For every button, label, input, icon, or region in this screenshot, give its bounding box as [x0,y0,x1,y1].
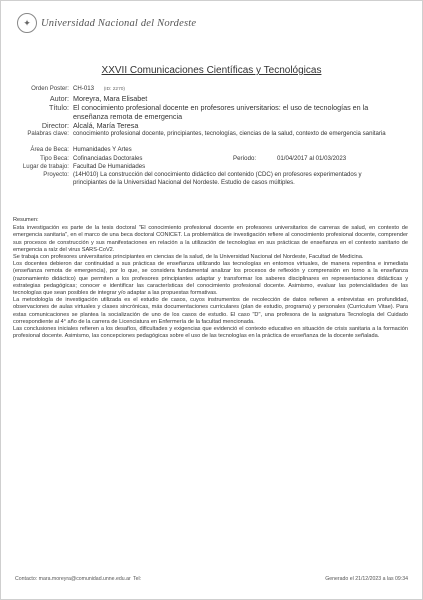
lugar-value: Facultad De Humanidades [73,162,146,170]
titulo-line-1: El conocimiento profesional docente en profesores universitarios: el uso de tecnologías en la [73,103,369,113]
proyecto-line-2: principiantes de la Universidad Nacional del Nordeste. Estudio de casos múltiples. [73,179,295,187]
meta-row-palabras [13,130,408,138]
metadata-block [13,85,408,187]
contact-tel: Tel: [133,576,142,582]
meta-row-lugar [13,163,408,171]
director-value: Alcalá, María Teresa [73,121,139,131]
resumen-section [13,217,408,340]
meta-row-tipo [13,155,408,163]
contact-email: Contacto: mara.moreyra@comunidad.unne.edu.ar [15,576,131,582]
university-seal-icon: ✦ [17,13,37,33]
orden-poster-value: CH-013 [73,85,94,92]
resumen-paragraph: Los docentes debieron dar continuidad a sus prácticas de enseñanza utilizando las tecnologías en entornos virtuales, de manera repentina e inmediata (enseñanza remota de emergencia), por lo que, se considera fundamental analizar los procesos de reflexión y comprensión en torno a la enseñanza (razonamiento didáctico) que permiten a los profesores principiantes adaptar y transformar los saberes disciplinares en representaciones didácticas y estrategias pedagógicas; conocer e identificar las características del conocimiento profesional docente. Asimismo, evaluar las potencialidades de las tecnologías que sean posibles de integrar y/o adaptar a las propuestas formativas. [13,261,408,297]
proyecto-line-1: (14H010) La construcción del conocimiento didáctico del contenido (CDC) en profesores experimentados y [73,171,362,179]
periodo-value: 01/04/2017 al 01/03/2023 [277,154,347,162]
meta-row-director [13,121,408,130]
lugar-label: Lugar de trabajo: [22,162,69,170]
titulo-line-2: enseñanza remota de emergencia [73,112,183,122]
meta-row-titulo [13,103,408,121]
autor-label: Autor: [49,94,69,104]
titulo-label: Título: [49,103,69,113]
poster-id: (ID: 2270) [103,87,126,92]
university-name: Universidad Nacional del Nordeste [41,17,197,29]
meta-row-proyecto [13,171,408,187]
palabras-label: Palabras clave: [27,130,69,138]
proyecto-label: Proyecto: [43,171,69,179]
resumen-paragraph: Esta investigación es parte de la tesis doctoral "El conocimiento profesional docente en profesores universitarios de carreras de salud, en contexto de emergencia sanitaria", en el marco de una beca doctoral CONICET. La problemática de investigación refiere al conocimiento profesional docente, comprender sus procesos de construcción y sus manifestaciones en relación a la utilización de tecnologías en sus prácticas de enseñanza en el contexto sanitario de emergencia a raíz del virus SARS-CoV2. [13,225,408,253]
area-value: Humanidades Y Artes [73,146,132,154]
meta-row-orden [13,85,408,94]
resumen-paragraph: Se trabaja con profesores universitarios principiantes en ciencias de la salud, de la Universidad Nacional del Nordeste, Facultad de Medicina. [13,254,364,261]
resumen-paragraph: La metodología de investigación utilizada es el estudio de casos, cuyos instrumentos de recolección de datos refieren a entrevistas en profundidad, observaciones de aulas virtuales y clases sincrónicas, más documentaciones curriculares (plan de estudio, programa) y personales (Curriculum Vitae). Para estas comunicaciones se plantea la socialización de uno de los casos de estudio. El caso "D", una profesora de la asignatura Tecnología del Cuidado correspondiente al 4° año de la carrera de Licenciatura en Enfermería de la facultad mencionada. [13,297,408,325]
resumen-label: Resumen: [13,217,39,223]
meta-row-area [13,146,408,154]
area-label: Área de Beca: [30,146,69,154]
orden-poster-label: Orden Poster: [31,85,69,92]
palabras-value: conocimiento profesional docente, principiantes, tecnologías, ciencias de la salud, contexto de emergencia sanitaria [73,130,386,138]
meta-row-autor [13,94,408,103]
university-header [17,13,196,33]
resumen-paragraph: Las conclusiones iniciales refieren a los desafíos, dificultades y exigencias que evidenció el contexto educativo en situación de crisis sanitaria a la formación profesional docente. Asimismo, las concepciones pedagógicas sobre el uso de las tecnologías en la práctica de enseñanza de la docente señalada. [13,326,408,340]
director-label: Director: [41,121,69,131]
tipo-label: Tipo Beca: [40,154,69,162]
periodo-label: Período: [233,154,257,162]
page-title: XXVII Comunicaciones Científicas y Tecnológicas [101,65,322,76]
autor-value: Moreyra, Mara Elisabet [73,94,148,104]
page-footer [15,576,408,582]
generated-timestamp: Generado el 21/12/2023 a las 09:34 [325,576,408,582]
tipo-value: Cofinanciadas Doctorales [73,154,143,162]
